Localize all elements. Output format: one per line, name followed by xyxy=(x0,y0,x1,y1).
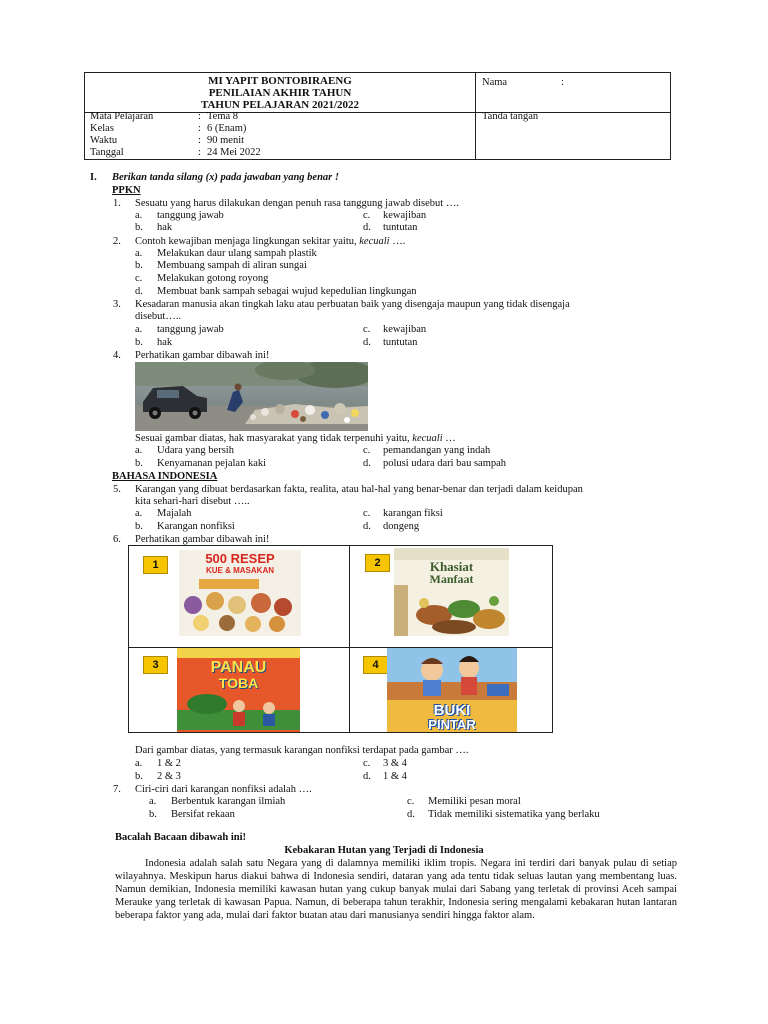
meta-colon: : xyxy=(198,111,201,122)
option-d[interactable]: Membuat bank sampah sebagai wujud kepedulian lingkungan xyxy=(157,286,417,297)
option-b[interactable]: Kenyamanan pejalan kaki xyxy=(157,458,267,469)
question-text: Ciri-ciri dari karangan nonfiksi adalah …. xyxy=(135,784,312,795)
option-letter: c. xyxy=(363,445,371,456)
option-c[interactable]: karangan fiksi xyxy=(383,508,443,519)
meta-value: 90 menit xyxy=(207,135,245,146)
meta-label: Mata Pelajaran xyxy=(90,111,154,122)
option-letter: b. xyxy=(149,809,157,820)
option-letter: b. xyxy=(135,222,143,233)
option-letter: d. xyxy=(135,286,143,297)
option-c[interactable]: Melakukan gotong royong xyxy=(157,273,269,284)
question-text: disebut….. xyxy=(135,311,182,322)
header-table xyxy=(84,72,671,160)
option-letter: a. xyxy=(135,508,143,519)
option-letter: d. xyxy=(363,771,371,782)
question-text: Contoh kewajiban menjaga lingkungan sekitar yaitu, kecuali …. xyxy=(135,236,406,247)
question-number: 1. xyxy=(113,198,121,209)
option-letter: b. xyxy=(135,260,143,271)
option-a[interactable]: 1 & 2 xyxy=(157,758,181,769)
option-b[interactable]: hak xyxy=(157,337,173,348)
book-title: BUKI xyxy=(433,702,471,719)
meta-label: Kelas xyxy=(90,123,114,134)
image-tag: 4 xyxy=(363,656,388,674)
option-letter: c. xyxy=(363,210,371,221)
option-letter: b. xyxy=(135,458,143,469)
question-text: Perhatikan gambar dibawah ini! xyxy=(135,534,270,545)
meta-colon: : xyxy=(198,123,201,134)
option-letter: d. xyxy=(363,521,371,532)
option-c[interactable]: Memiliki pesan moral xyxy=(428,796,521,807)
book-title: 500 RESEP xyxy=(205,551,275,566)
option-a[interactable]: Melakukan daur ulang sampah plastik xyxy=(157,248,317,259)
option-letter: c. xyxy=(363,758,371,769)
option-d[interactable]: Tidak memiliki sistematika yang berlaku xyxy=(428,809,600,820)
book-subtitle: PINTAR xyxy=(428,717,476,732)
option-b[interactable]: Karangan nonfiksi xyxy=(157,521,235,532)
question-number: 7. xyxy=(113,784,121,795)
question-number: 6. xyxy=(113,534,121,545)
divider xyxy=(475,73,476,159)
meta-value: 6 (Enam) xyxy=(207,123,247,134)
reading-title: Kebakaran Hutan yang Terjadi di Indonesia xyxy=(284,845,484,856)
signature-label: Tanda tangan xyxy=(482,111,539,122)
meta-colon: : xyxy=(198,147,201,158)
option-a[interactable]: tanggung jawab xyxy=(157,324,224,335)
meta-label: Tanggal xyxy=(90,147,124,158)
option-letter: a. xyxy=(135,324,143,335)
option-a[interactable]: Berbentuk karangan ilmiah xyxy=(171,796,286,807)
option-letter: c. xyxy=(407,796,415,807)
divider xyxy=(85,112,670,113)
book-image-grid xyxy=(128,545,553,733)
question-number: 5. xyxy=(113,484,121,495)
book-cover-recipes xyxy=(179,550,301,636)
option-b[interactable]: Bersifat rekaan xyxy=(171,809,235,820)
option-c[interactable]: kewajiban xyxy=(383,324,427,335)
question-text: Sesuatu yang harus dilakukan dengan penuh rasa tanggung jawab disebut …. xyxy=(135,198,459,209)
question-text: Karangan yang dibuat berdasarkan fakta, realita, atau hal-hal yang benar-benar dan terjadi dalam keidupan xyxy=(135,484,583,495)
option-letter: a. xyxy=(135,445,143,456)
option-b[interactable]: hak xyxy=(157,222,173,233)
question-number: 4. xyxy=(113,350,121,361)
book-subtitle: KUE & MASAKAN xyxy=(206,566,274,575)
question-text: Perhatikan gambar dibawah ini! xyxy=(135,350,270,361)
image-tag: 2 xyxy=(365,554,390,572)
folktale-illustration xyxy=(177,690,300,730)
meta-colon: : xyxy=(198,135,201,146)
question-text: Kesadaran manusia akan tingkah laku atau perbuatan baik yang disengaja maupun yang tidak disengaja xyxy=(135,299,570,310)
book-cover-herbs xyxy=(394,548,509,636)
reading-paragraph: Indonesia adalah salah satu Negara yang di dalamnya memiliki iklim tropis. Negara ini terdiri dari banyak pulau di setiap wilayahnya. Meskipun harus diakui bahwa di Indonesia sendiri, dataran yang ada tentu tidak seluas lautan yang membentang luas. Namun demikian, Indonesia memiliki kawasan hutan yang cukup banyak mulai dari Sabang yang terletak di provinsi Aceh sampai Merauke yang terletak di kawasan Papua. Namun, di beberapa tahun terakhir, Indonesia sering mengalami kebakaran hutan lantaran beberapa faktor yang ada, mulai dari faktor buatan atau dari manusianya sendiri hingga faktor alam. xyxy=(115,858,677,921)
option-d[interactable]: 1 & 4 xyxy=(383,771,407,782)
option-c[interactable]: kewajiban xyxy=(383,210,427,221)
garbage-street-photo xyxy=(135,362,368,431)
children-illustration xyxy=(387,648,517,700)
option-d[interactable]: tuntutan xyxy=(383,337,418,348)
name-colon: : xyxy=(561,77,564,88)
question-followup: Dari gambar diatas, yang termasuk karangan nonfiksi terdapat pada gambar …. xyxy=(135,745,469,756)
school-year: TAHUN PELAJARAN 2021/2022 xyxy=(200,99,360,111)
herbs-illustration xyxy=(394,585,509,636)
option-letter: d. xyxy=(363,458,371,469)
option-letter: a. xyxy=(135,758,143,769)
book-cover-buki xyxy=(387,648,517,732)
option-b[interactable]: Membuang sampah di aliran sungai xyxy=(157,260,307,271)
book-title: Khasiat xyxy=(429,559,474,574)
option-letter: d. xyxy=(407,809,415,820)
question-followup: Sesuai gambar diatas, hak masyarakat yang tidak terpenuhi yaitu, kecuali … xyxy=(135,433,456,444)
option-d[interactable]: tuntutan xyxy=(383,222,418,233)
option-b[interactable]: 2 & 3 xyxy=(157,771,181,782)
book-title: PANAU xyxy=(210,659,267,676)
divider xyxy=(349,546,350,732)
section-number: I. xyxy=(90,172,97,183)
book-cover-folktale xyxy=(177,648,300,732)
option-letter: c. xyxy=(363,324,371,335)
option-c[interactable]: pemandangan yang indah xyxy=(383,445,491,456)
subject-heading-bahasa: BAHASA INDONESIA xyxy=(112,471,218,482)
option-letter: a. xyxy=(135,210,143,221)
question-text: kita sehari-hari disebut ….. xyxy=(135,496,250,507)
question-number: 2. xyxy=(113,236,121,247)
option-letter: c. xyxy=(135,273,143,284)
food-illustration xyxy=(179,575,301,635)
image-tag: 1 xyxy=(143,556,168,574)
option-letter: a. xyxy=(135,248,143,259)
reading-instruction: Bacalah Bacaan dibawah ini! xyxy=(115,832,246,843)
book-subtitle: Manfaat xyxy=(429,572,474,586)
option-letter: b. xyxy=(135,771,143,782)
meta-label: Waktu xyxy=(90,135,118,146)
option-d[interactable]: polusi udara dari bau sampah xyxy=(383,458,507,469)
option-letter: d. xyxy=(363,222,371,233)
option-c[interactable]: 3 & 4 xyxy=(383,758,407,769)
option-letter: b. xyxy=(135,337,143,348)
option-letter: a. xyxy=(149,796,157,807)
image-tag: 3 xyxy=(143,656,168,674)
name-label: Nama xyxy=(482,77,508,88)
option-letter: c. xyxy=(363,508,371,519)
meta-value: 24 Mei 2022 xyxy=(207,147,261,158)
question-number: 3. xyxy=(113,299,121,310)
option-a[interactable]: tanggung jawab xyxy=(157,210,224,221)
option-a[interactable]: Majalah xyxy=(157,508,192,519)
book-subtitle: TOBA xyxy=(218,675,259,691)
option-letter: b. xyxy=(135,521,143,532)
option-a[interactable]: Udara yang bersih xyxy=(157,445,234,456)
section-instruction: Berikan tanda silang (x) pada jawaban yang benar ! xyxy=(112,172,339,183)
option-d[interactable]: dongeng xyxy=(383,521,420,532)
option-letter: d. xyxy=(363,337,371,348)
school-name: MI YAPIT BONTOBIRAENG xyxy=(208,75,352,87)
meta-value: Tema 8 xyxy=(207,111,239,122)
exam-title: PENILAIAN AKHIR TAHUN xyxy=(208,87,352,99)
subject-heading-ppkn: PPKN xyxy=(112,185,141,196)
